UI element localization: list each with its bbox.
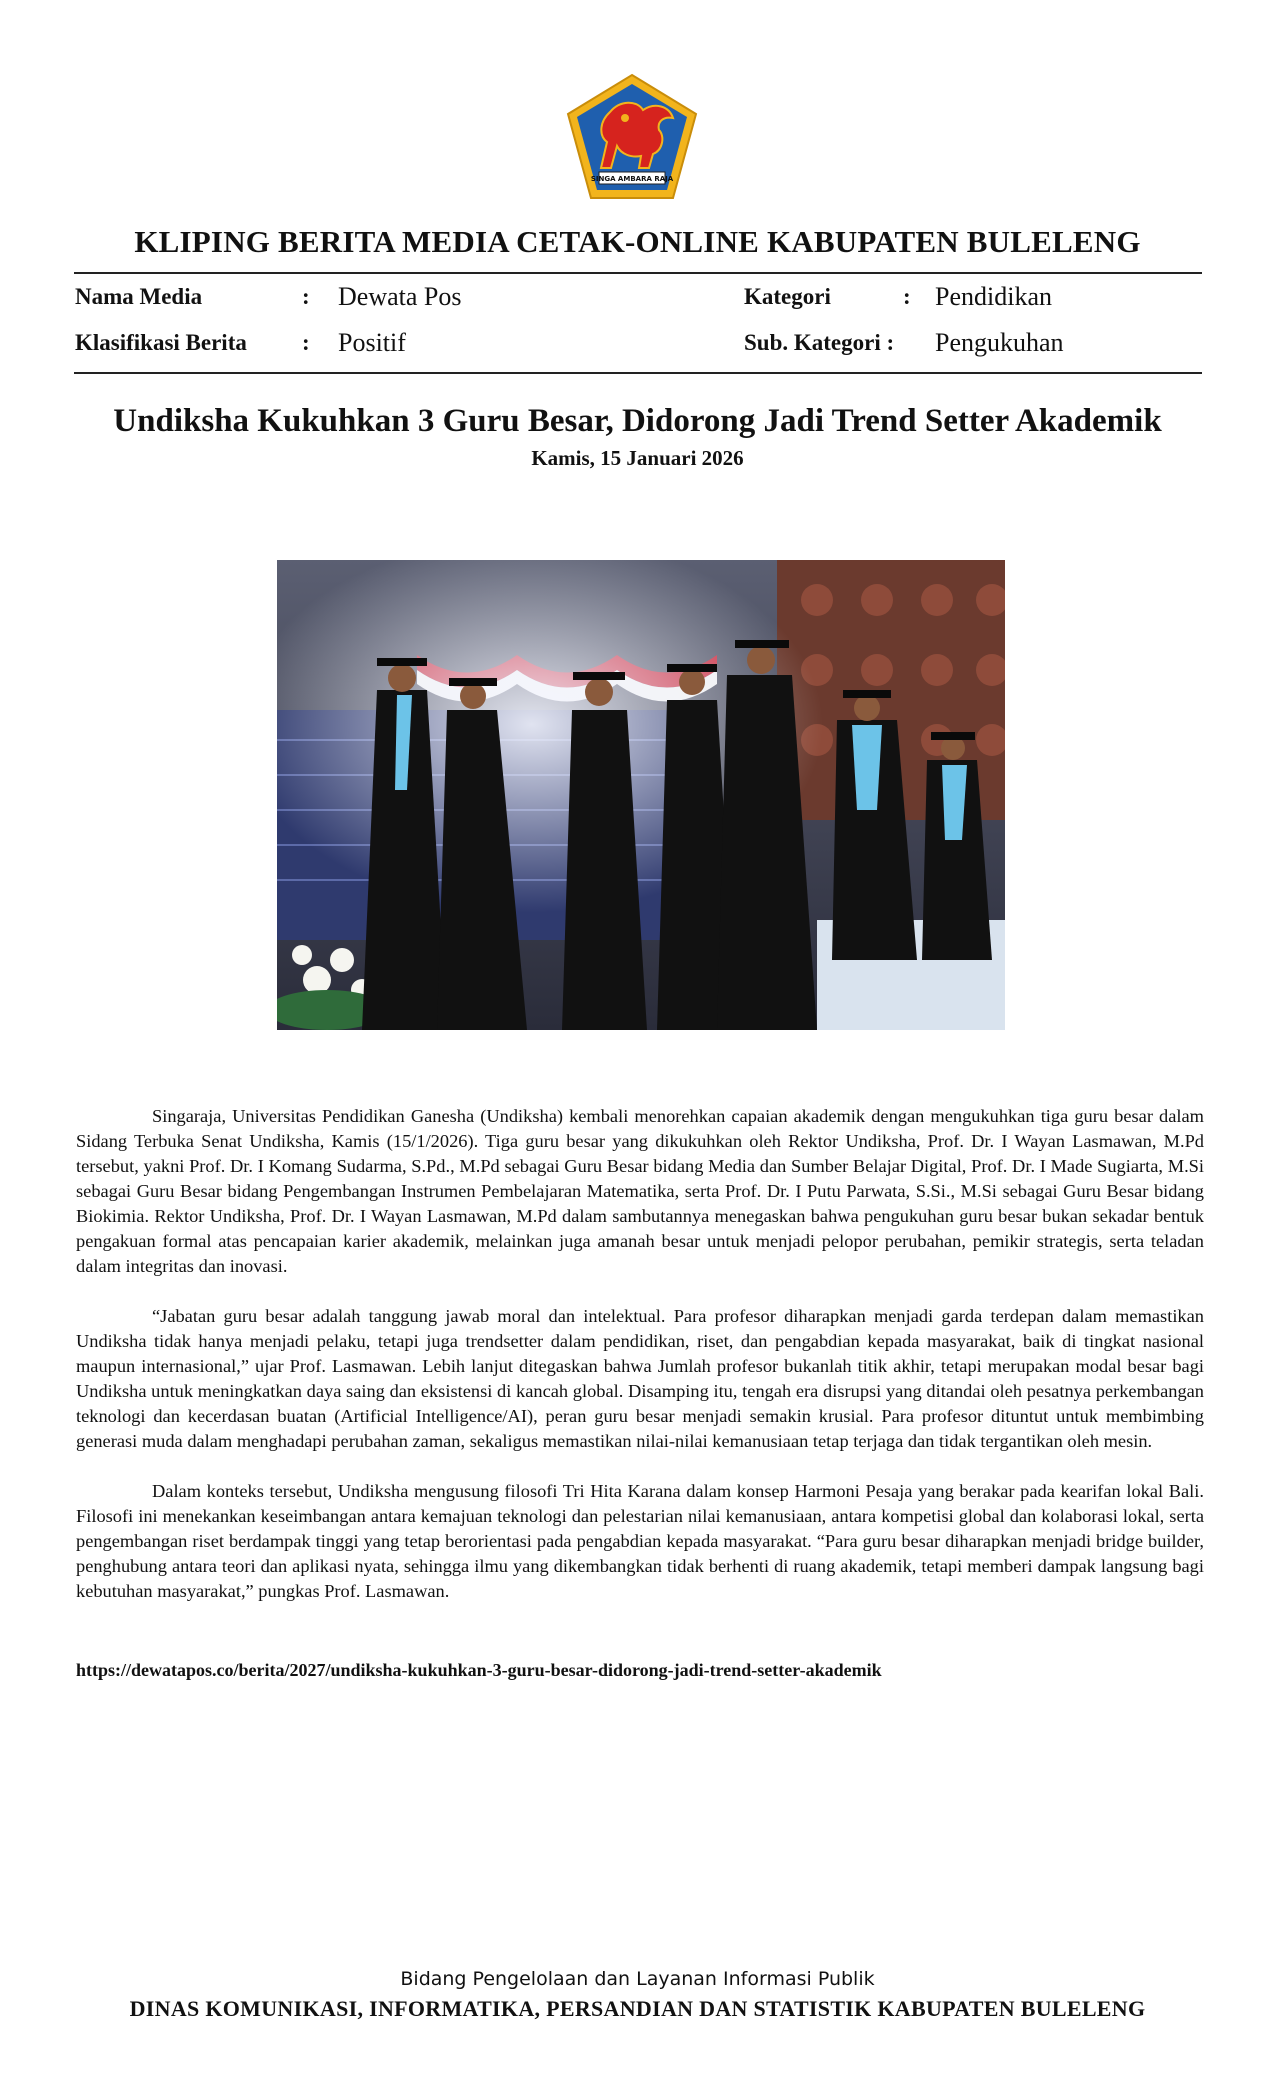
article-body xyxy=(76,1104,1204,1629)
top-divider xyxy=(74,272,1202,274)
subkategori-value: Pengukuhan xyxy=(935,328,1064,357)
article-date: Kamis, 15 Januari 2026 xyxy=(531,446,744,470)
source-link[interactable]: https://dewatapos.co/berita/2027/undiksha-kukuhkan-3-guru-besar-didorong-jadi-trend-setter-akademik xyxy=(76,1660,882,1680)
klasifikasi-label: Klasifikasi Berita xyxy=(75,330,247,355)
regency-crest-icon xyxy=(565,72,700,202)
footer-department: Bidang Pengelolaan dan Layanan Informasi Publik xyxy=(400,1968,875,1990)
bottom-divider xyxy=(74,372,1202,374)
svg-text:SINGA AMBARA RAJA: SINGA AMBARA RAJA xyxy=(590,175,674,183)
klasifikasi-colon: : xyxy=(302,330,310,355)
footer-agency: DINAS KOMUNIKASI, INFORMATIKA, PERSANDIAN DAN STATISTIK KABUPATEN BULELENG xyxy=(129,1996,1146,2021)
klasifikasi-value: Positif xyxy=(338,328,406,357)
article-paragraph-2: “Jabatan guru besar adalah tanggung jawab moral dan intelektual. Para profesor diharapkan menjadi garda terdepan dalam memastikan Undiksha tidak hanya menjadi pelaku, tetapi juga trendsetter dalam pendidikan, riset, dan pengabdian kepada masyarakat, baik di tingkat nasional maupun internasional,” ujar Prof. Lasmawan. Lebih lanjut ditegaskan bahwa Jumlah profesor bukanlah titik akhir, tetapi merupakan modal besar bagi Undiksha untuk meningkatkan daya saing dan eksistensi di kancah global. Disamping itu, tengah era disrupsi yang ditandai oleh pesatnya perkembangan teknologi dan kecerdasan buatan (Artificial Intelligence/AI), peran guru besar menjadi semakin krusial. Para profesor dituntut untuk membimbing generasi muda dalam menghadapi perubahan zaman, sekaligus memastikan nilai-nilai kemanusiaan tetap terjaga dan tidak tergantikan oleh mesin. xyxy=(76,1306,1204,1451)
page-title: KLIPING BERITA MEDIA CETAK-ONLINE KABUPATEN BULELENG xyxy=(134,224,1141,259)
media-value: Dewata Pos xyxy=(338,282,462,311)
media-label: Nama Media xyxy=(75,284,203,309)
media-colon: : xyxy=(302,284,310,309)
article-headline: Undiksha Kukuhkan 3 Guru Besar, Didorong Jadi Trend Setter Akademik xyxy=(113,403,1162,439)
kategori-label: Kategori xyxy=(744,284,831,309)
article-paragraph-1: Singaraja, Universitas Pendidikan Ganesha (Undiksha) kembali menorehkan capaian akademik dengan mengukuhkan tiga guru besar dalam Sidang Terbuka Senat Undiksha, Kamis (15/1/2026). Tiga guru besar yang dikukuhkan oleh Rektor Undiksha, Prof. Dr. I Wayan Lasmawan, M.Pd tersebut, yakni Prof. Dr. I Komang Sudarma, S.Pd., M.Pd sebagai Guru Besar bidang Media dan Sumber Belajar Digital, Prof. Dr. I Made Sugiarta, M.Si sebagai Guru Besar bidang Pengembangan Instrumen Pembelajaran Matematika, serta Prof. Dr. I Putu Parwata, S.Si., M.Si sebagai Guru Besar bidang Biokimia. Rektor Undiksha, Prof. Dr. I Wayan Lasmawan, M.Pd dalam sambutannya menegaskan bahwa pengukuhan guru besar bukan sekadar bentuk pengakuan formal atas pencapaian karier akademik, melainkan juga amanah besar untuk menjadi pelopor perubahan, pemikir strategis, serta teladan dalam integritas dan inovasi. xyxy=(76,1106,1204,1276)
graduation-ceremony-photo xyxy=(277,560,1005,1030)
subkategori-label: Sub. Kategori : xyxy=(744,330,895,355)
article-paragraph-3: Dalam konteks tersebut, Undiksha mengusung filosofi Tri Hita Karana dalam konsep Harmoni Pesaja yang berakar pada kearifan lokal Bali. Filosofi ini menekankan keseimbangan antara kemajuan teknologi dan pelestarian nilai kemanusiaan, antara kompetisi global dan kolaborasi lokal, serta pengembangan riset berdampak tinggi yang tetap berorientasi pada pengabdian kepada masyarakat. “Para guru besar diharapkan menjadi bridge builder, penghubung antara teori dan aplikasi nyata, sehingga ilmu yang dikembangkan tidak berhenti di ruang akademik, tetapi memberi dampak langsung bagi kebutuhan masyarakat,” pungkas Prof. Lasmawan. xyxy=(76,1481,1204,1601)
kategori-value: Pendidikan xyxy=(935,282,1052,311)
kategori-colon: : xyxy=(903,284,911,309)
